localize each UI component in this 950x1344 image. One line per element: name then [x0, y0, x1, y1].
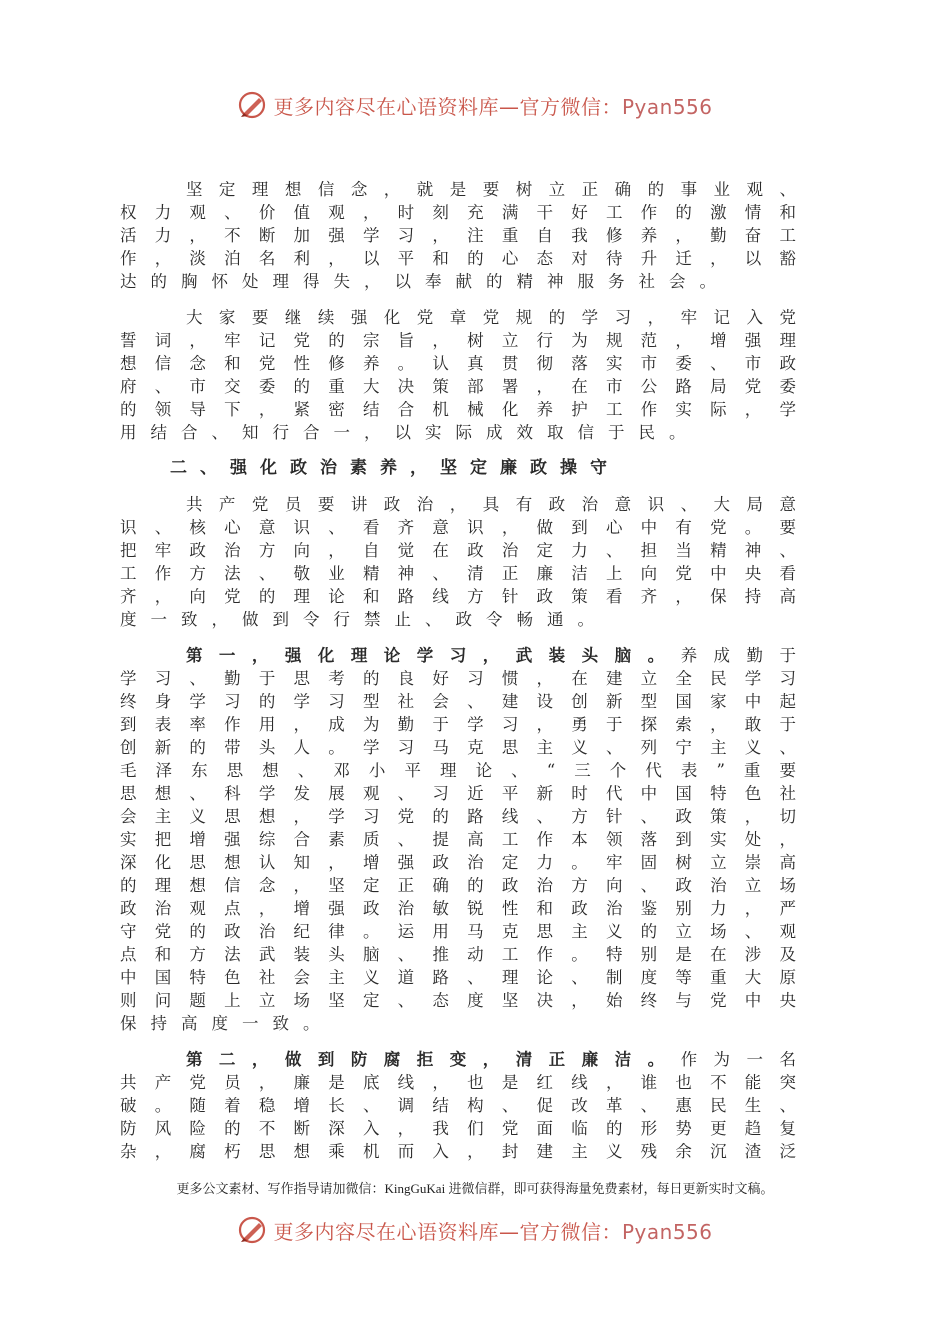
text-line: 用结合、知行合一，以实际成效取信于民。	[120, 423, 700, 442]
text-line: 的领导下，紧密结合机械化养护工作实际，学	[120, 400, 810, 419]
footer-note: 更多公文素材、写作指导请加微信：KingGuKai 进微信群，即可获得海量免费素材，每日更新实时文稿。	[176, 1181, 774, 1196]
text-line: 则问题上立场坚定、态度坚决，始终与党中央	[120, 991, 810, 1010]
text-line: 创新的带头人。学习马克思主义、列宁主义、	[120, 738, 810, 757]
watermark-bottom	[0, 1210, 950, 1250]
text-line: 实把增强综合素质、提高工作本领落到实处，	[120, 830, 810, 849]
text-line	[120, 1048, 810, 1071]
text-line: 齐，向党的理论和路线方针政策看齐，保持高	[120, 587, 810, 606]
text-line	[120, 644, 810, 667]
text-line: 坚定理想信念，就是要树立正确的事业观、	[120, 180, 810, 199]
text-line: 作，淡泊名利，以平和的心态对待升迁，以豁	[120, 249, 810, 268]
watermark-text: 更多内容尽在心语资料库—官方微信：Pyan556	[273, 1219, 713, 1244]
text-line: 识、核心意识、看齐意识，做到心中有党。要	[120, 518, 810, 537]
text-line: 守党的政治纪律。运用马克思主义的立场、观	[120, 922, 810, 941]
lead-rest: 养成勤于	[680, 646, 811, 665]
text-line: 防风险的不断深入，我们党面临的形势更趋复	[120, 1119, 810, 1138]
pen-logo-icon	[237, 1215, 267, 1245]
text-line: 保持高度一致。	[120, 1014, 334, 1033]
text-line: 共产党员要讲政治，具有政治意识、大局意	[120, 495, 810, 514]
document-body	[120, 178, 810, 1176]
text-line: 会主义思想，学习党的路线、方针、政策，切	[120, 807, 810, 826]
text-line: 杂，腐朽思想乘机而入，封建主义残余沉渣泛	[120, 1142, 810, 1161]
pen-logo-icon	[237, 90, 267, 120]
text-line: 的理想信念，坚定正确的政治方向、政治立场	[120, 876, 810, 895]
paragraph	[120, 644, 810, 1035]
text-line: 学习、勤于思考的良好习惯，在建立全民学习	[120, 669, 810, 688]
text-line: 大家要继续强化党章党规的学习，牢记入党	[120, 308, 810, 327]
watermark-text: 更多内容尽在心语资料库—官方微信：Pyan556	[273, 94, 713, 119]
text-line: 活力，不断加强学习，注重自我修养，勤奋工	[120, 226, 810, 245]
text-line: 誓词，牢记党的宗旨，树立行为规范，增强理	[120, 331, 810, 350]
text-line: 府、市交委的重大决策部署，在市公路局党委	[120, 377, 810, 396]
text-line: 终身学习的学习型社会、建设创新型国家中起	[120, 692, 810, 711]
paragraph	[120, 493, 810, 631]
paragraph	[120, 178, 810, 293]
text-line: 到表率作用，成为勤于学习，勇于探索，敢于	[120, 715, 810, 734]
text-line: 破。随着稳增长、调结构、促改革、惠民生、	[120, 1096, 810, 1115]
text-line: 深化思想认知，增强政治定力。牢固树立崇高	[120, 853, 810, 872]
text-line: 达的胸怀处理得失，以奉献的精神服务社会。	[120, 272, 730, 291]
lead-rest: 作为一名	[680, 1050, 811, 1069]
bold-lead: 第二，做到防腐拒变，清正廉洁。	[185, 1050, 681, 1069]
text-line: 度一致，做到令行禁止、政令畅通。	[120, 610, 608, 629]
watermark-top	[0, 85, 950, 125]
text-line: 权力观、价值观，时刻充满干好工作的激情和	[120, 203, 810, 222]
text-line: 点和方法武装头脑、推动工作。特别是在涉及	[120, 945, 810, 964]
text-line: 工作方法、敬业精神、清正廉洁上向党中央看	[120, 564, 810, 583]
text-line: 想信念和党性修养。认真贯彻落实市委、市政	[120, 354, 810, 373]
text-line: 把牢政治方向，自觉在政治定力、担当精神、	[120, 541, 810, 560]
text-line: 政治观点，增强政治敏锐性和政治鉴别力，严	[120, 899, 810, 918]
section-heading: 二、强化政治素养，坚定廉政操守	[170, 458, 620, 478]
text-line: 思想、科学发展观、习近平新时代中国特色社	[120, 784, 810, 803]
paragraph	[120, 306, 810, 444]
bold-lead: 第一，强化理论学习，武装头脑。	[185, 646, 681, 665]
text-line: 毛泽东思想、邓小平理论、“三个代表”重要	[120, 761, 810, 780]
text-line: 共产党员，廉是底线，也是红线，谁也不能突	[120, 1073, 810, 1092]
paragraph	[120, 1048, 810, 1163]
text-line: 中国特色社会主义道路、理论、制度等重大原	[120, 968, 810, 987]
